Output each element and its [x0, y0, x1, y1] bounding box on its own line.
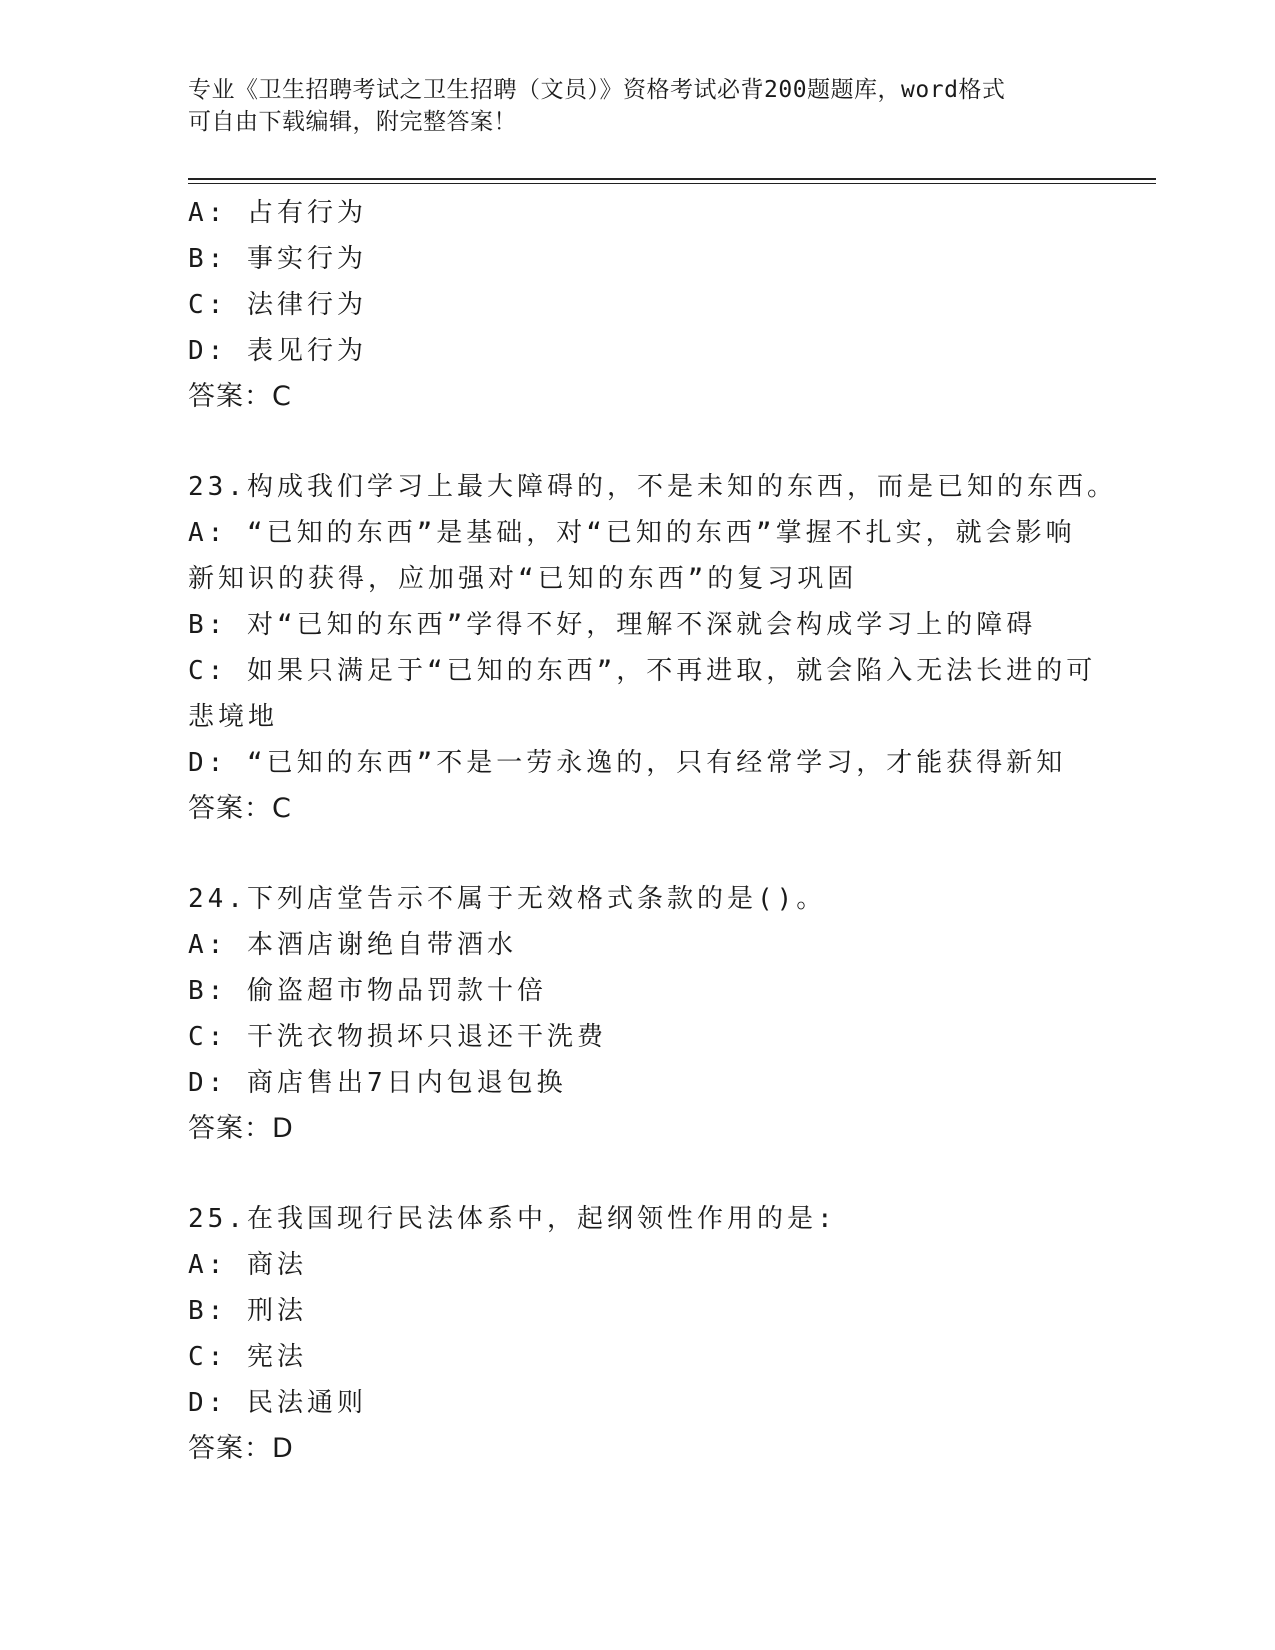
question-text: 25.在我国现行民法体系中，起纲领性作用的是:: [188, 1204, 837, 1234]
option-c: C: 宪法: [188, 1342, 307, 1372]
answer-text: 答案：D: [188, 1113, 294, 1144]
option-c: C: 干洗衣物损坏只退还干洗费: [188, 1022, 607, 1052]
question-block-22: [188, 190, 1088, 420]
option-a: A: “已知的东西”是基础，对“已知的东西”掌握不扎实，就会影响: [188, 518, 1076, 548]
option-d: D: “已知的东西”不是一劳永逸的，只有经常学习，才能获得新知: [188, 748, 1067, 778]
question-spacer: [188, 832, 1088, 876]
question-text: 24.下列店堂告示不属于无效格式条款的是()。: [188, 884, 827, 914]
question-block-24: [188, 876, 1088, 1152]
option-c: C: 法律行为: [188, 290, 367, 320]
option-d: D: 表见行为: [188, 336, 367, 366]
question-block-25: [188, 1196, 1088, 1472]
question-list: [188, 190, 1117, 1472]
header-title-line-1: 专业《卫生招聘考试之卫生招聘（文员）》资格考试必背200题题库，word格式: [188, 77, 1006, 103]
option-b: B: 刑法: [188, 1296, 307, 1326]
option-d: D: 民法通则: [188, 1388, 367, 1418]
question-spacer: [188, 1152, 1088, 1196]
header-divider-thin: [188, 183, 1156, 184]
question-block-23: [188, 464, 1117, 832]
answer-text: 答案：D: [188, 1433, 294, 1464]
option-a-continued: 新知识的获得，应加强对“已知的东西”的复习巩固: [188, 564, 858, 594]
document-header: [188, 74, 1088, 138]
answer-text: 答案：C: [188, 381, 292, 412]
option-b: B: 事实行为: [188, 244, 367, 274]
option-a: A: 商法: [188, 1250, 307, 1280]
question-spacer: [188, 420, 1088, 464]
option-a: A: 本酒店谢绝自带酒水: [188, 930, 517, 960]
option-b: B: 偷盗超市物品罚款十倍: [188, 976, 547, 1006]
option-d: D: 商店售出7日内包退包换: [188, 1068, 567, 1098]
option-c: C: 如果只满足于“已知的东西”，不再进取，就会陷入无法长进的可: [188, 656, 1097, 686]
option-c-continued: 悲境地: [188, 702, 279, 732]
option-a: A: 占有行为: [188, 198, 367, 228]
header-divider-thick: [188, 178, 1156, 180]
answer-text: 答案：C: [188, 793, 292, 824]
question-text: 23.构成我们学习上最大障碍的，不是未知的东西，而是已知的东西。: [188, 472, 1117, 502]
header-title-line-2: 可自由下载编辑，附完整答案！: [188, 109, 517, 135]
option-b: B: 对“已知的东西”学得不好，理解不深就会构成学习上的障碍: [188, 610, 1037, 640]
